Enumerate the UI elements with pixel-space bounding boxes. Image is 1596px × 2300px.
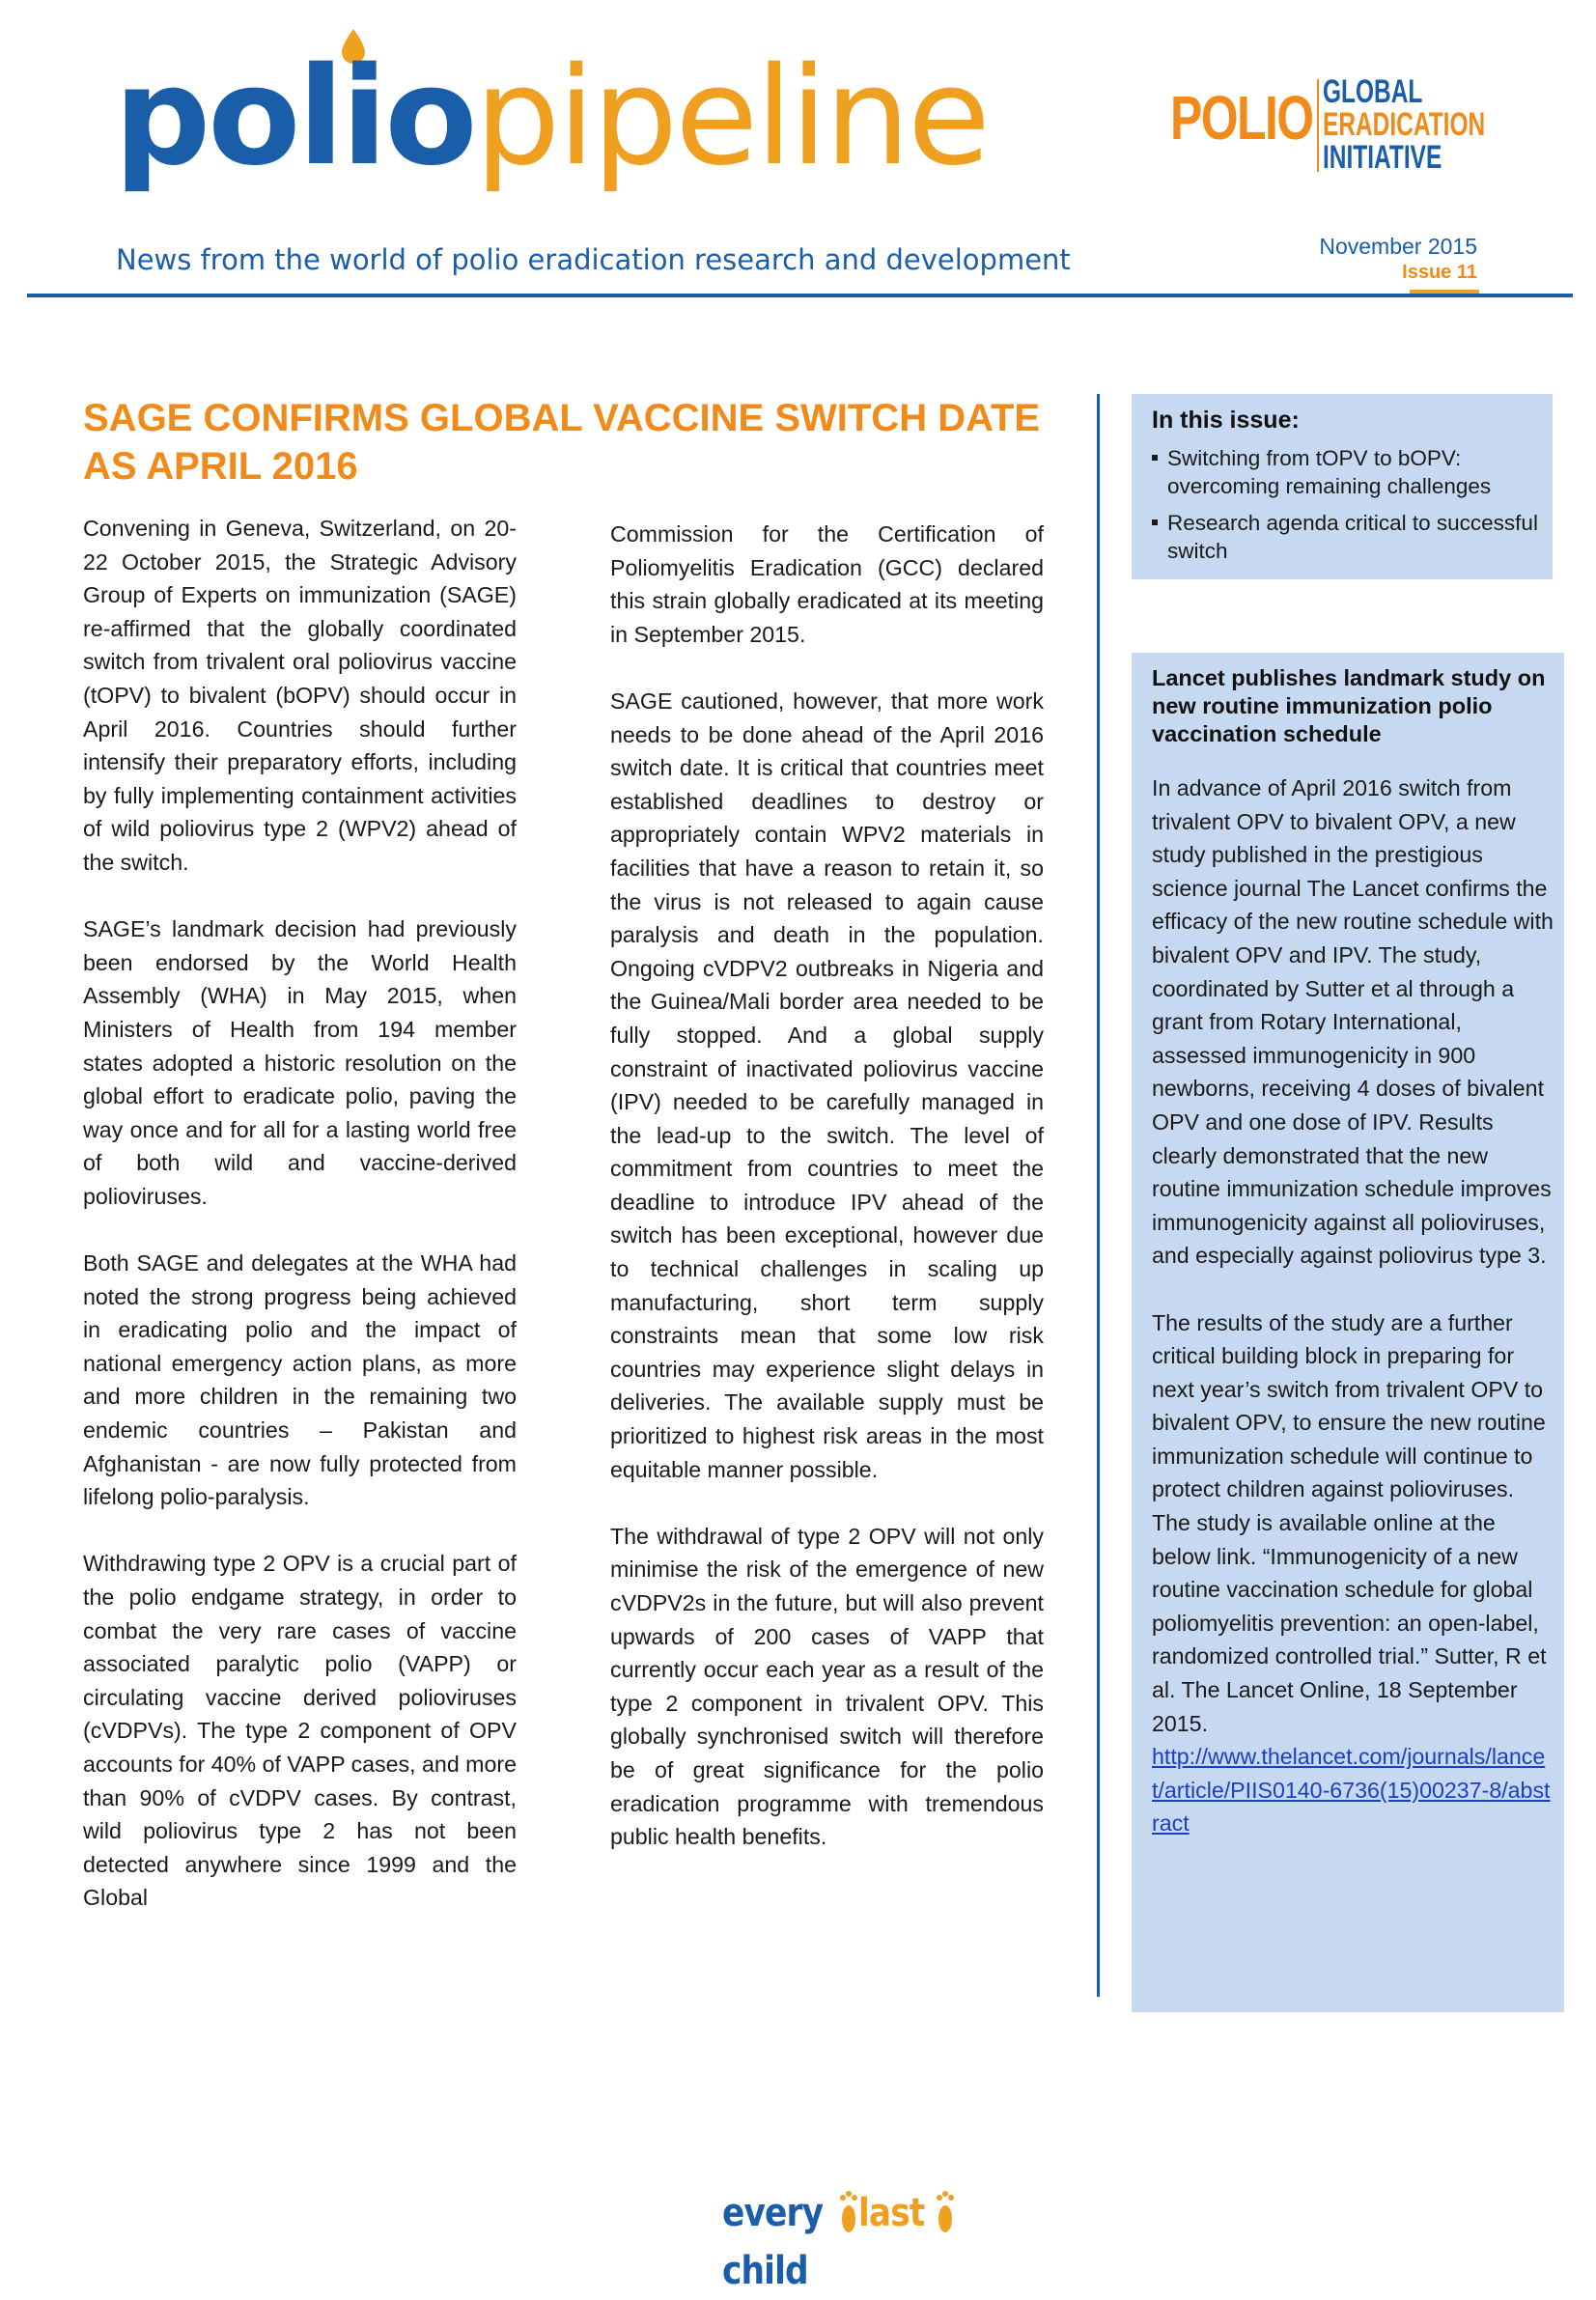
article-paragraph: Both SAGE and delegates at the WHA had noted the strong progress being achieved in eradicating polio and the impact of national emergency action plans, as more and more children in the remaining two endemic countries – Pakistan and Afghanistan - are now fully protected from lifelong polio-paralysis. — [83, 1250, 517, 1510]
lancet-body — [1152, 771, 1557, 1840]
bullet-icon — [1152, 519, 1158, 525]
lancet-paragraph: The results of the study are a further critical building block in preparing for next year’s switch from trivalent OPV to bivalent OPV, to ensure the new routine immunization schedule will continue to protect children against polioviruses. The study is available online at the below link. “Immunogenicity of a new routine vaccination schedule for global poliomyelitis prevention: an open-label, randomized controlled trial.” Sutter, R et al. The Lancet Online, 18 September 2015. — [1152, 1309, 1547, 1736]
footprint-icon — [839, 2184, 858, 2234]
logo-polio: polio — [114, 39, 475, 196]
in-this-issue-box — [1132, 394, 1553, 579]
gpei-logo-divider — [1317, 79, 1319, 172]
list-item — [1152, 444, 1538, 500]
issue-number: Issue 11 — [1402, 262, 1477, 283]
article-paragraph: SAGE’s landmark decision had previously been endorsed by the World Health Assembly (WHA) in May 2015, when Ministers of Health from 194 member states adopted a historic resolution on the global effort to eradicate polio, paving the way once and for all for a lasting world free of both wild and vaccine-derived polioviruses. — [83, 916, 517, 1209]
issue-date: November 2015 — [1319, 234, 1477, 259]
logo-pipeline: pipeline — [474, 39, 988, 196]
tagline: News from the world of polio eradication research and development — [116, 243, 1071, 276]
gpei-word: GLOBAL — [1323, 73, 1423, 110]
article-paragraph: Withdrawing type 2 OPV is a crucial part of the polio endgame strategy, in order to combat the very rare cases of vaccine associated paralytic polio (VAPP) or circulating vaccine derived polioviruses (cVDPVs). The type 2 component of OPV accounts for 40% of VAPP cases, and more than 90% of cVDPV cases. By contrast, wild poliovirus type 2 has not been detected anywhere since 1999 and the Global — [83, 1551, 517, 1911]
list-item-text: Research agenda critical to successful switch — [1167, 511, 1538, 563]
newsletter-logo — [114, 39, 988, 196]
every-last-child-logo — [722, 2184, 973, 2293]
gpei-word: INITIATIVE — [1323, 139, 1442, 176]
article-headline: SAGE CONFIRMS GLOBAL VACCINE SWITCH DATE AS APRIL 2016 — [83, 397, 1041, 488]
lancet-paragraph: In advance of April 2016 switch from trivalent OPV to bivalent OPV, a new study published in the prestigious science journal The Lancet confirms the efficacy of the new routine schedule with bivalent OPV and IPV. The study, coordinated by Sutter et al through a grant from Rotary International, assessed immunogenicity in 900 newborns, receiving 4 doses of bivalent OPV and one dose of IPV. Results clearly demonstrated that the new routine immunization schedule improves immunogenicity against all polioviruses, and especially against poliovirus type 3. — [1152, 775, 1554, 1269]
footprint-icon — [936, 2184, 955, 2234]
article-paragraph: The withdrawal of type 2 OPV will not only minimise the risk of the emergence of new cVDPV2s in the future, but will also prevent upwards of 200 cases of VAPP that currently occur each year as a result of the type 2 component in trivalent OPV. This globally synchronised switch will therefore be of great significance for the polio eradication programme with tremendous public health benefits. — [610, 1523, 1044, 1850]
lancet-title: Lancet publishes landmark study on new routine immunization polio vaccination schedule — [1152, 665, 1546, 746]
footer-word-last: last — [858, 2191, 925, 2235]
gpei-logo-words — [1323, 75, 1485, 174]
article-paragraph: SAGE cautioned, however, that more work needs to be done ahead of the April 2016 switch date. It is critical that countries meet established deadlines to destroy or appropriately contain WPV2 materials in facilities that have a reason to retain it, so the virus is not released to again cause paralysis and death in the population. Ongoing cVDPV2 outbreaks in Nigeria and the Guinea/Mali border area needed to be fully stopped. And a global supply constraint of inactivated poliovirus vaccine (IPV) needed to be carefully managed in the lead-up to the switch. The level of commitment from countries to meet the deadline to introduce IPV ahead of the switch has been exceptional, however due to technical challenges in scaling up manufacturing, short term supply constraints mean that some low risk countries may experience slight delays in deliveries. The available supply must be prioritized to highest risk areas in the most equitable manner possible. — [610, 687, 1044, 1482]
article-column-2 — [610, 518, 1044, 1887]
masthead — [0, 0, 1596, 309]
lancet-box — [1132, 653, 1564, 2012]
article-paragraph: Commission for the Certification of Poliomyelitis Eradication (GCC) declared this strain globally eradicated at its meeting in September 2015. — [610, 521, 1044, 647]
gpei-logo — [1170, 68, 1489, 183]
footer-word-every: every — [722, 2191, 824, 2235]
in-this-issue-list — [1152, 444, 1538, 574]
header-rule — [27, 294, 1573, 297]
gpei-word: ERADICATION — [1323, 106, 1486, 143]
article-paragraph: Convening in Geneva, Switzerland, on 20-22 October 2015, the Strategic Advisory Group of Experts on immunization (SAGE) re-affirmed that the globally coordinated switch from trivalent oral poliovirus vaccine (tOPV) to bivalent (bOPV) should occur in April 2016. Countries should further intensify their preparatory efforts, including by fully implementing containment activities of wild poliovirus type 2 (WPV2) ahead of the switch. — [83, 516, 517, 875]
list-item-text: Switching from tOPV to bOPV: overcoming remaining challenges — [1167, 446, 1492, 498]
list-item — [1152, 509, 1538, 565]
article-column-1 — [83, 512, 517, 1949]
gpei-logo-polio: POLIO — [1170, 83, 1313, 153]
in-this-issue-title: In this issue: — [1152, 407, 1300, 434]
lancet-article-link[interactable]: http://www.thelancet.com/journals/lancet/article/PIIS0140-6736(15)00237-8/abstract — [1152, 1744, 1551, 1837]
footer-word-child: child — [722, 2249, 808, 2293]
sidebar-divider — [1097, 394, 1100, 1997]
bullet-icon — [1152, 455, 1158, 461]
